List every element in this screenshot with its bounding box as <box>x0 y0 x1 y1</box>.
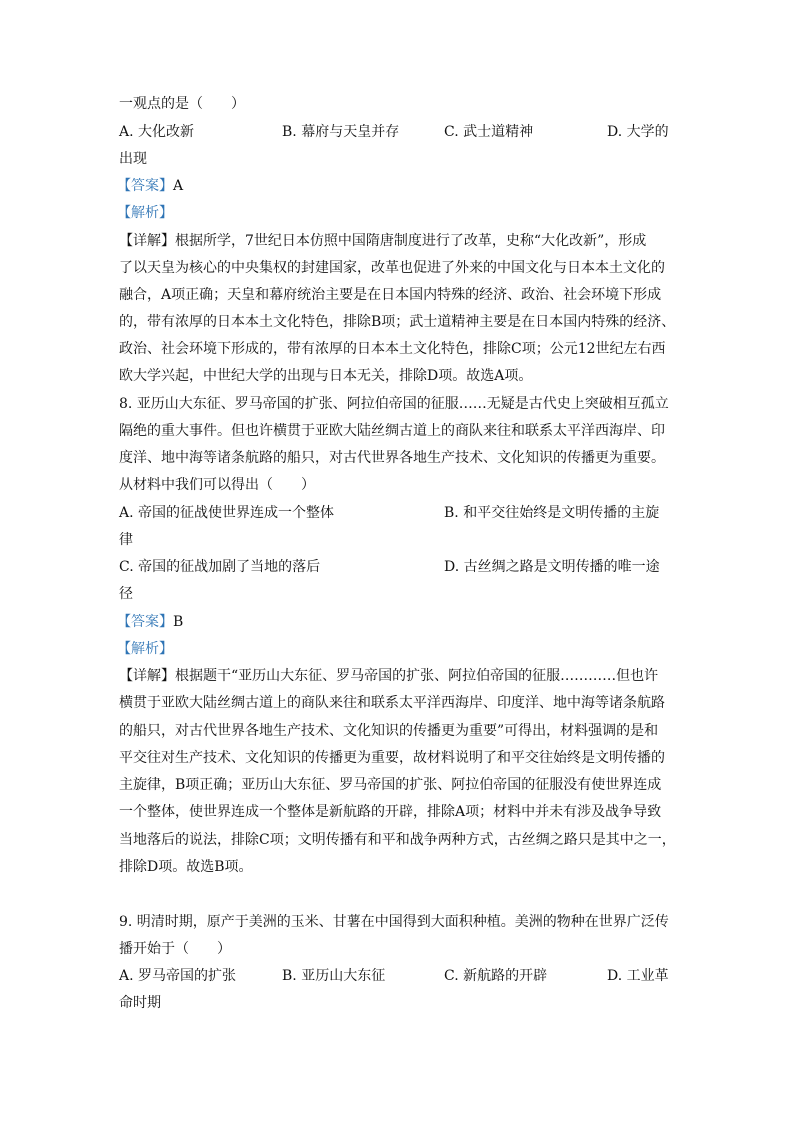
q7-answer <box>117 177 183 195</box>
q9-stem-line: 播开始于（ ） <box>119 941 231 957</box>
q7-option-d: D. 大学的 <box>607 124 669 140</box>
q7-detail-line: 了以天皇为核心的中央集权的封建国家，改革也促进了外来的中国文化与日本本土文化的 <box>119 260 665 276</box>
q9-option-c: C. 新航路的开辟 <box>444 968 548 984</box>
q7-option-c: C. 武士道精神 <box>444 124 534 140</box>
q8-detail-line <box>119 667 658 685</box>
q8-stem-line: 隔绝的重大事件。但也许横贯于亚欧大陆丝绸古道上的商队来往和联系太平洋西海岸、印 <box>119 423 665 439</box>
q8-option-wrap: 律 <box>119 532 133 548</box>
q8-detail-line: 主旋律，B项正确；亚历山大东征、罗马帝国的扩张、阿拉伯帝国的征服没有使世界连成 <box>119 777 662 793</box>
q9-option-b: B. 亚历山大东征 <box>282 968 386 984</box>
q7-option-wrap: 出现 <box>119 151 147 167</box>
q9-option-d: D. 工业革 <box>607 968 669 984</box>
answer-value: A <box>173 178 184 194</box>
q7-detail-line: 政治、社会环境下形成的，带有浓厚的日本本土文化特色，排除C项；公元12世纪左右西 <box>119 341 666 357</box>
q8-detail-line: 平交往对生产技术、文化知识的传播更为重要，故材料说明了和平交往始终是文明传播的 <box>119 750 665 766</box>
q9-option-wrap: 命时期 <box>119 995 161 1011</box>
answer-label: 【答案】 <box>117 614 173 630</box>
q8-option-d: D. 古丝绸之路是文明传播的唯一途 <box>444 559 660 575</box>
q9-option-a: A. 罗马帝国的扩张 <box>119 968 237 984</box>
q7-stem-tail: 一观点的是（ ） <box>119 96 245 112</box>
answer-value: B <box>173 614 184 630</box>
detail-label: 【详解】 <box>119 233 175 249</box>
q7-detail-line: 融合，A项正确；天皇和幕府统治主要是在日本国内特殊的经济、政治、社会环境下形成 <box>119 287 662 303</box>
q8-option-a: A. 帝国的征战使世界连成一个整体 <box>119 505 335 521</box>
q9-stem-line: 9. 明清时期，原产于美洲的玉米、甘薯在中国得到大面积种植。美洲的物种在世界广泛传 <box>119 914 669 930</box>
detail-text: 根据题干“亚历山大东征、罗马帝国的扩张、阿拉伯帝国的征服…………但也许 <box>175 668 659 684</box>
detail-label: 【详解】 <box>119 668 175 684</box>
q8-option-b: B. 和平交往始终是文明传播的主旋 <box>444 505 660 521</box>
q8-answer <box>117 613 183 631</box>
q8-detail-line: 一个整体，使世界连成一个整体是新航路的开辟，排除A项；材料中并未有涉及战争导致 <box>119 804 662 820</box>
q7-option-b: B. 幕府与天皇并存 <box>282 124 400 140</box>
q7-detail-line: 欧大学兴起，中世纪大学的出现与日本无关，排除D项。故选A项。 <box>119 368 533 384</box>
q7-option-a: A. 大化改新 <box>119 124 195 140</box>
q8-stem-line: 从材料中我们可以得出（ ） <box>119 477 315 493</box>
q8-stem-line: 8. 亚历山大东征、罗马帝国的扩张、阿拉伯帝国的征服……无疑是古代史上突破相互孤立 <box>119 396 669 412</box>
q8-option-wrap: 径 <box>119 586 133 602</box>
q8-detail-line: 排除D项。故选B项。 <box>119 859 253 875</box>
q8-option-c: C. 帝国的征战加剧了当地的落后 <box>119 559 321 575</box>
answer-label: 【答案】 <box>117 178 173 194</box>
q8-stem-line: 度洋、地中海等诸条航路的船只，对古代世界各地生产技术、文化知识的传播更为重要。 <box>119 450 665 466</box>
q7-analysis-label: 【解析】 <box>117 205 173 221</box>
detail-text: 根据所学，7世纪日本仿照中国隋唐制度进行了改革，史称“大化改新”，形成 <box>175 233 647 249</box>
q8-analysis-label: 【解析】 <box>117 641 173 657</box>
q7-detail-line: 的，带有浓厚的日本本土文化特色，排除B项；武士道精神主要是在日本国内特殊的经济、 <box>119 314 676 330</box>
q8-detail-line: 当地落后的说法，排除C项；文明传播有和平和战争两种方式，古丝绸之路只是其中之一， <box>119 832 676 848</box>
q8-detail-line: 横贯于亚欧大陆丝绸古道上的商队来往和联系太平洋西海岸、印度洋、地中海等诸条航路 <box>119 695 665 711</box>
q7-detail-line <box>119 232 646 250</box>
q8-detail-line: 的船只，对古代世界各地生产技术、文化知识的传播更为重要”可得出，材料强调的是和 <box>119 723 659 739</box>
